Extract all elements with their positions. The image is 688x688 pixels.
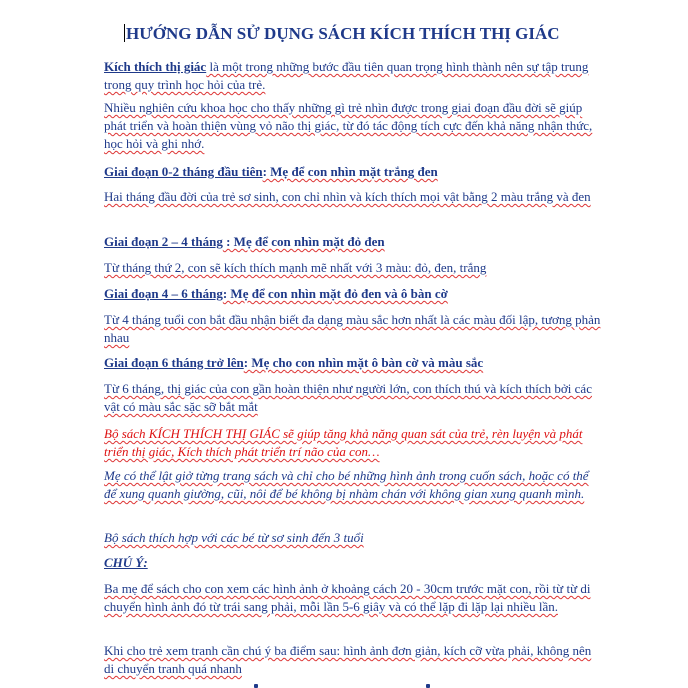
stage1-text: Hai tháng đầu đời của trẻ sơ sinh, con chỉ nhìn và kích thích mọi vật bằng 2 màu trắng và đen [104, 189, 591, 204]
note-text-1: Ba mẹ để sách cho con xem các hình ảnh ở khoảng cách 20 - 30cm trước mặt con, rồi từ từ di chuyển hình ảnh đó từ trái sang phải, mỗi lần 5-6 giây và có thể lặp đi lặp lại nhiều lần. [104, 581, 591, 614]
glyph-fragment [426, 684, 430, 688]
age-note: Bộ sách thích hợp với các bé từ sơ sinh đến 3 tuổi [104, 530, 364, 545]
intro-paragraph [104, 58, 604, 94]
stage4-heading: Giai đoạn 6 tháng trở lên: Mẹ cho con nhìn mặt ô bàn cờ và màu sắc [104, 355, 484, 370]
next-line-fragment [250, 684, 450, 688]
text-cursor [124, 24, 125, 42]
document-title: HƯỚNG DẪN SỬ DỤNG SÁCH KÍCH THÍCH THỊ GIÁC [126, 24, 560, 43]
intro-rest: là một trong những bước đầu tiên quan trọng hình thành nên sự tập trung trong quy trình học hỏi của trẻ. [104, 59, 589, 92]
glyph-fragment [254, 684, 258, 688]
note-text-2: Khi cho trẻ xem tranh cần chú ý ba điểm sau: hình ảnh đơn giản, kích cỡ vừa phải, không nên di chuyển tranh quá nhanh [104, 643, 592, 676]
usage-tip: Mẹ có thể lật giở từng trang sách và chỉ cho bé những hình ảnh trong cuốn sách, hoặc có thể để xung quanh giường, cũi, nôi để bé không bị nhàm chán với không gian xung quanh mình. [104, 468, 589, 501]
stage2-heading: Giai đoạn 2 – 4 tháng : Mẹ để con nhìn mặt đỏ đen [104, 234, 385, 249]
note-heading: CHÚ Ý: [104, 555, 148, 570]
research-paragraph: Nhiều nghiên cứu khoa học cho thấy những gì trẻ nhìn được trong giai đoạn đầu đời sẽ giúp phát triển và hoàn thiện vùng vỏ não thị giác, từ đó tác động tích cực đến khả năng nhận thức, học hỏi và ghi nhớ. [104, 100, 593, 151]
stage4-text: Từ 6 tháng, thị giác của con gần hoàn thiện như người lớn, con thích thú và kích thích bởi các vật có màu sắc sặc sỡ bắt mắt [104, 381, 592, 414]
intro-bold-term: Kích thích thị giác [104, 59, 207, 74]
stage2-text: Từ tháng thứ 2, con sẽ kích thích mạnh mẽ nhất với 3 màu: đỏ, đen, trắng [104, 260, 487, 275]
stage1-heading: Giai đoạn 0-2 tháng đầu tiên: Mẹ để con nhìn mặt trắng đen [104, 164, 438, 179]
stage3-heading: Giai đoạn 4 – 6 tháng: Mẹ để con nhìn mặt đỏ đen và ô bàn cờ [104, 286, 448, 301]
stage3-text: Từ 4 tháng tuổi con bắt đầu nhận biết đa dạng màu sắc hơn nhất là các màu đối lập, tương phản nhau [104, 312, 601, 345]
product-note: Bộ sách KÍCH THÍCH THỊ GIÁC sẽ giúp tăng khả năng quan sát của trẻ, rèn luyện và phát triển thị giác, Kích thích phát triển trí não của con… [104, 426, 583, 459]
